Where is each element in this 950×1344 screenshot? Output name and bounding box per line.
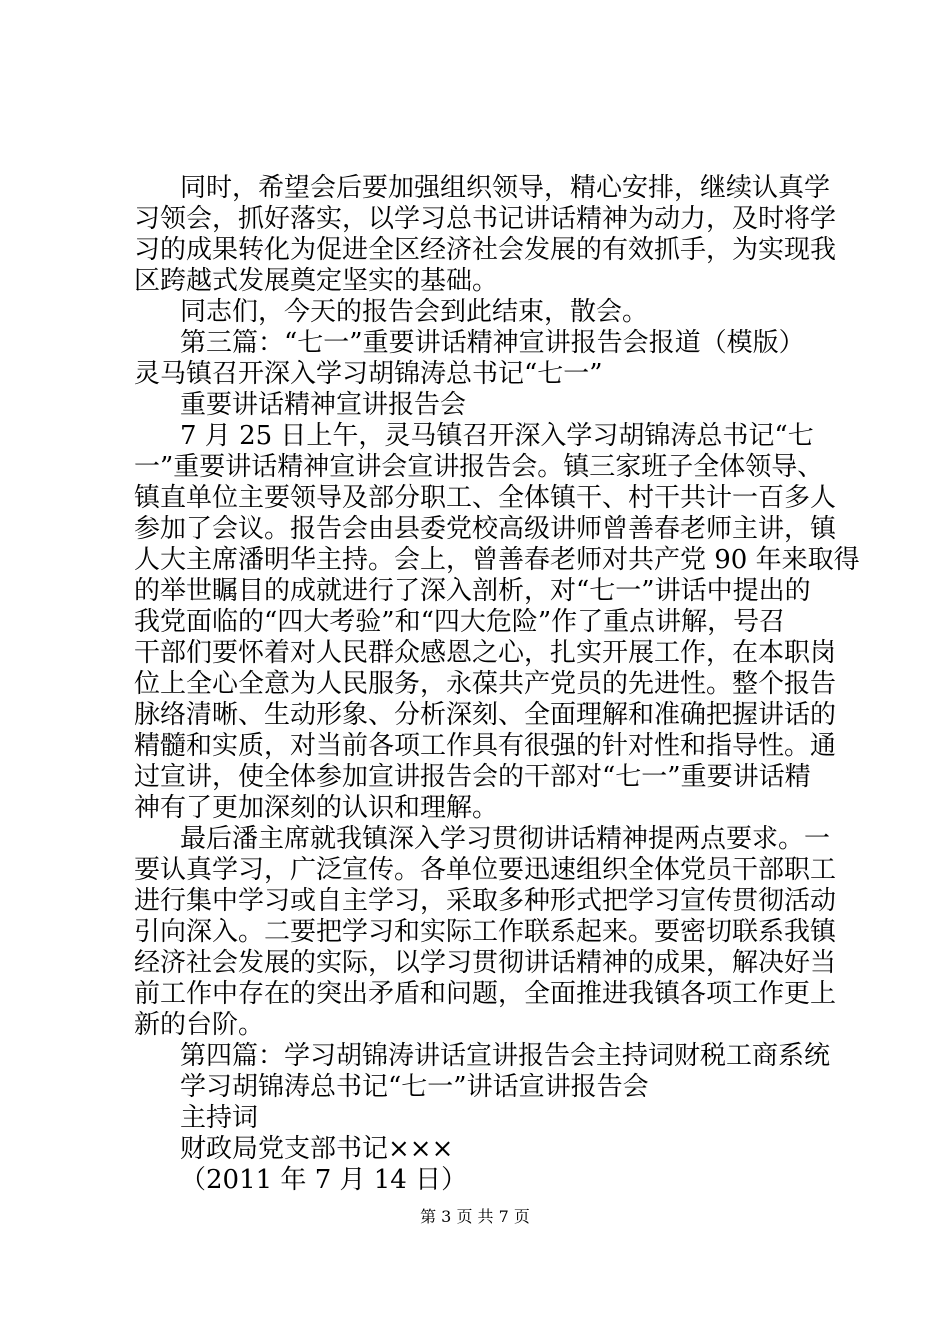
text-line: 要认真学习，广泛宣传。各单位要迅速组织全体党员干部职工: [134, 855, 837, 885]
text-line: 前工作中存在的突出矛盾和问题，全面推进我镇各项工作更上: [134, 979, 837, 1009]
text-line: 的举世瞩目的成就进行了深入剖析，对“七一”讲话中提出的: [134, 576, 811, 606]
date-line: （2011 年 7 月 14 日）: [180, 1165, 468, 1195]
text-line: 习的成果转化为促进全区经济社会发展的有效抓手，为实现我: [134, 235, 837, 265]
section-subtitle: 灵马镇召开深入学习胡锦涛总书记“七一”: [134, 359, 603, 389]
text-line: 干部们要怀着对人民群众感恩之心，扎实开展工作，在本职岗: [134, 638, 837, 668]
text-line: 一”重要讲话精神宣讲会宣讲报告会。镇三家班子全体领导、: [134, 452, 824, 482]
section-subtitle: 学习胡锦涛总书记“七一”讲话宣讲报告会: [180, 1072, 649, 1102]
text-line: 同志们，今天的报告会到此结束，散会。: [180, 297, 649, 327]
text-line: 脉络清晰、生动形象、分析深刻、全面理解和准确把握讲话的: [134, 700, 837, 730]
signature-line: 财政局党支部书记×××: [180, 1134, 454, 1164]
section-heading: 第四篇：学习胡锦涛讲话宣讲报告会主持词财税工商系统: [180, 1041, 831, 1071]
text-line: 习领会，抓好落实，以学习总书记讲话精神为动力，及时将学: [134, 204, 837, 234]
text-line: 7 月 25 日上午，灵马镇召开深入学习胡锦涛总书记“七: [180, 421, 814, 451]
section-heading: 第三篇：“七一”重要讲话精神宣讲报告会报道（模版）: [180, 328, 805, 358]
text-line: 精髓和实质，对当前各项工作具有很强的针对性和指导性。通: [134, 731, 837, 761]
text-line: 引向深入。二要把学习和实际工作联系起来。要密切联系我镇: [134, 917, 837, 947]
text-line: 经济社会发展的实际，以学习贯彻讲话精神的成果，解决好当: [134, 948, 837, 978]
text-line: 参加了会议。报告会由县委党校高级讲师曾善春老师主讲，镇: [134, 514, 837, 544]
section-subtitle: 主持词: [180, 1103, 259, 1133]
text-line: 我党面临的“四大考验”和“四大危险”作了重点讲解，号召: [134, 607, 786, 637]
page-footer: 第 3 页 共 7 页: [420, 1207, 530, 1226]
text-line: 过宣讲，使全体参加宣讲报告会的干部对“七一”重要讲话精: [134, 762, 811, 792]
text-line: 镇直单位主要领导及部分职工、全体镇干、村干共计一百多人: [134, 483, 837, 513]
text-line: 人大主席潘明华主持。会上，曾善春老师对共产党 90 年来取得: [134, 545, 860, 575]
text-line: 位上全心全意为人民服务，永葆共产党员的先进性。整个报告: [134, 669, 837, 699]
text-line: 区跨越式发展奠定坚实的基础。: [134, 266, 499, 296]
text-line: 最后潘主席就我镇深入学习贯彻讲话精神提两点要求。一: [180, 824, 831, 854]
text-line: 新的台阶。: [134, 1010, 265, 1040]
text-line: 神有了更加深刻的认识和理解。: [134, 793, 499, 823]
section-subtitle: 重要讲话精神宣讲报告会: [180, 390, 467, 420]
text-line: 进行集中学习或自主学习，采取多种形式把学习宣传贯彻活动: [134, 886, 837, 916]
text-line: 同时，希望会后要加强组织领导，精心安排，继续认真学: [180, 173, 831, 203]
